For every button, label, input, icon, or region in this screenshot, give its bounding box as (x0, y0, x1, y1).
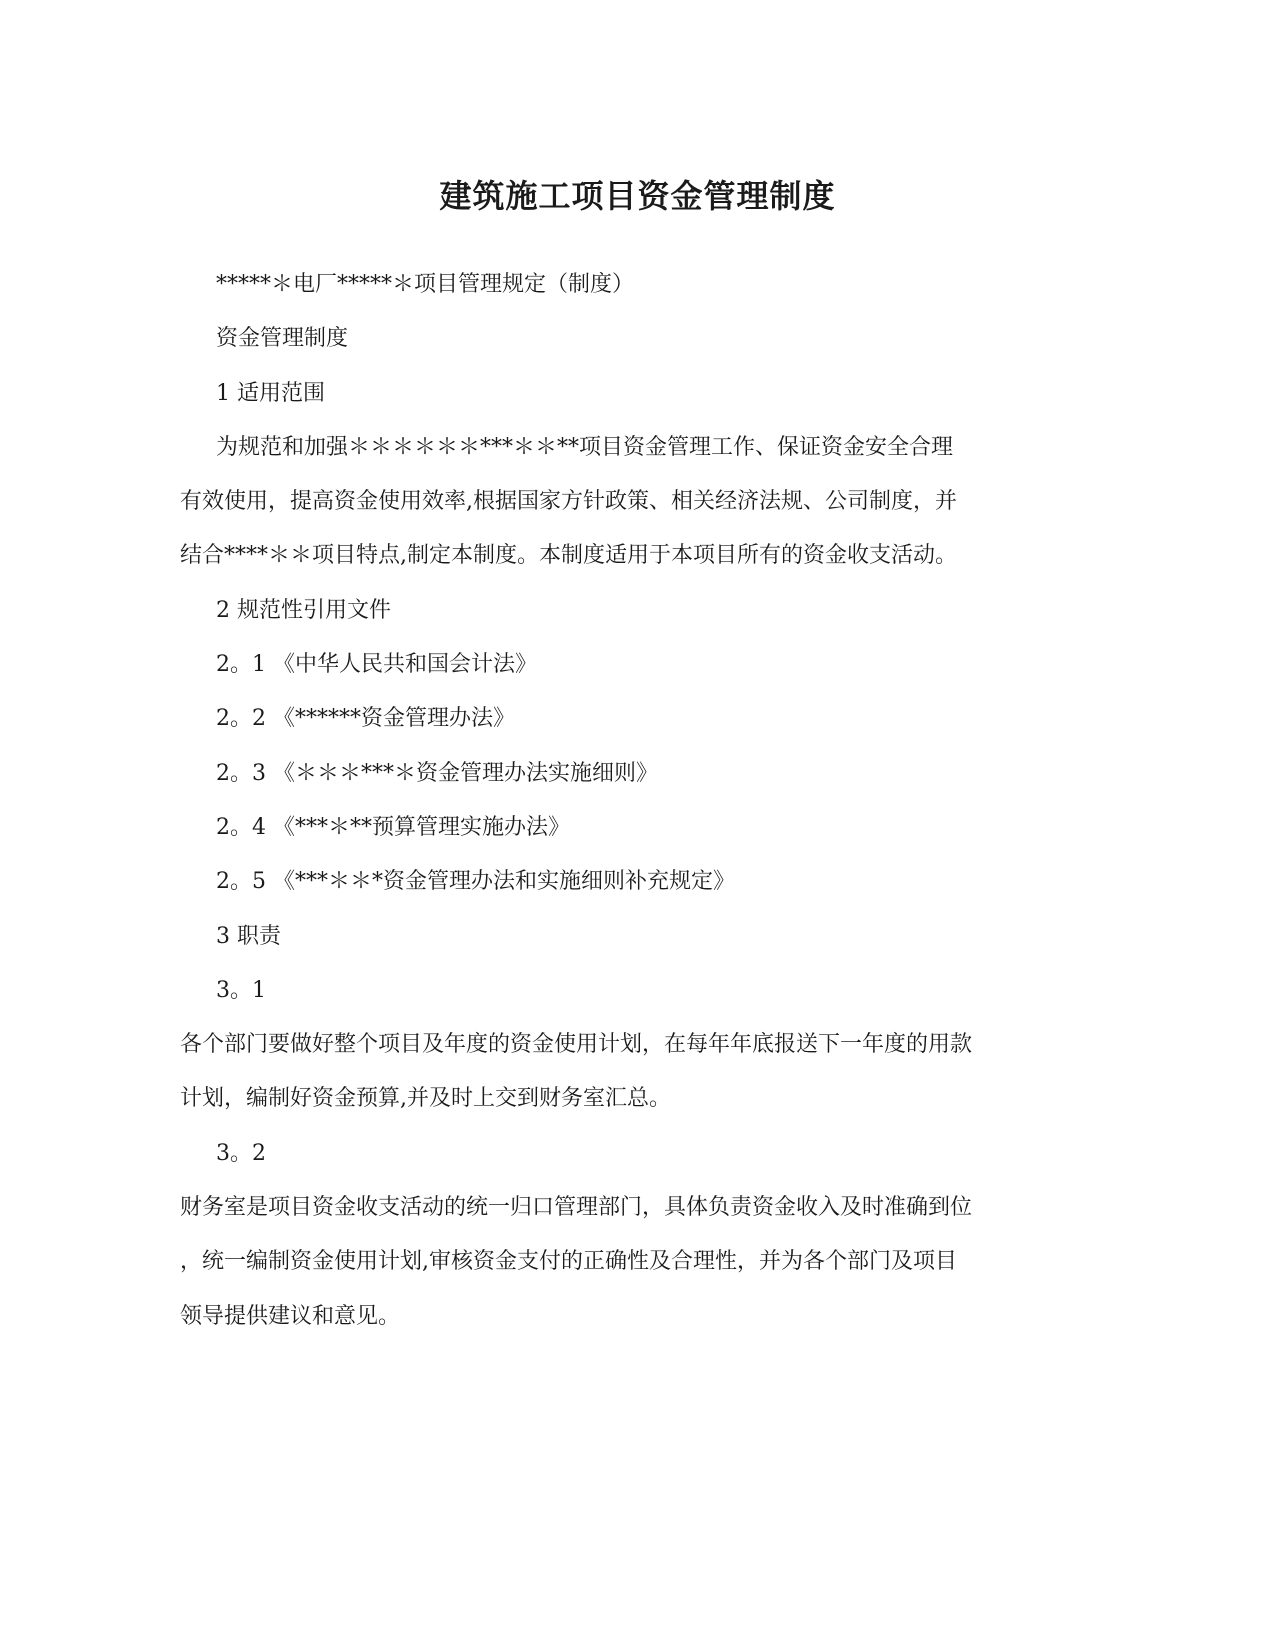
paragraph-line: 资金管理制度 (216, 326, 349, 352)
paragraph-line: 为规范和加强＊＊＊＊＊＊***＊＊**项目资金管理工作、保证资金安全合理 (216, 434, 954, 460)
paragraph-line: 领导提供建议和意见。 (180, 1303, 401, 1329)
paragraph-line: 2。5 《***＊＊*资金管理办法和实施细则补充规定》 (216, 869, 735, 895)
paragraph-line: 财务室是项目资金收支活动的统一归口管理部门，具体负责资金收入及时准确到位 (180, 1195, 973, 1221)
paragraph-line: 2。2 《******资金管理办法》 (216, 706, 515, 732)
paragraph-line: 有效使用，提高资金使用效率,根据国家方针政策、相关经济法规、公司制度，并 (180, 489, 957, 515)
document-body (180, 258, 1085, 1344)
paragraph-line: 2。4 《***＊**预算管理实施办法》 (216, 814, 570, 840)
paragraph-line: 2。1 《中华人民共和国会计法》 (216, 652, 537, 678)
paragraph-line: 3 职责 (216, 923, 281, 949)
paragraph-line: 2 规范性引用文件 (216, 597, 391, 623)
document-title: 建筑施工项目资金管理制度 (439, 177, 836, 215)
paragraph-line: ，统一编制资金使用计划,审核资金支付的正确性及合理性，并为各个部门及项目 (180, 1249, 957, 1275)
paragraph-line: 结合****＊＊项目特点,制定本制度。本制度适用于本项目所有的资金收支活动。 (180, 543, 957, 569)
paragraph-line: 3。2 (216, 1140, 266, 1166)
paragraph-line: 1 适用范围 (216, 380, 325, 406)
paragraph-line: 2。3 《＊＊＊***＊资金管理办法实施细则》 (216, 760, 658, 786)
paragraph-line: 各个部门要做好整个项目及年度的资金使用计划，在每年年底报送下一年度的用款 (180, 1032, 973, 1058)
paragraph-line: 3。1 (216, 977, 266, 1003)
paragraph-line: *****＊电厂*****＊项目管理规定（制度） (216, 272, 635, 297)
paragraph-line: 计划，编制好资金预算,并及时上交到财务室汇总。 (180, 1086, 671, 1112)
